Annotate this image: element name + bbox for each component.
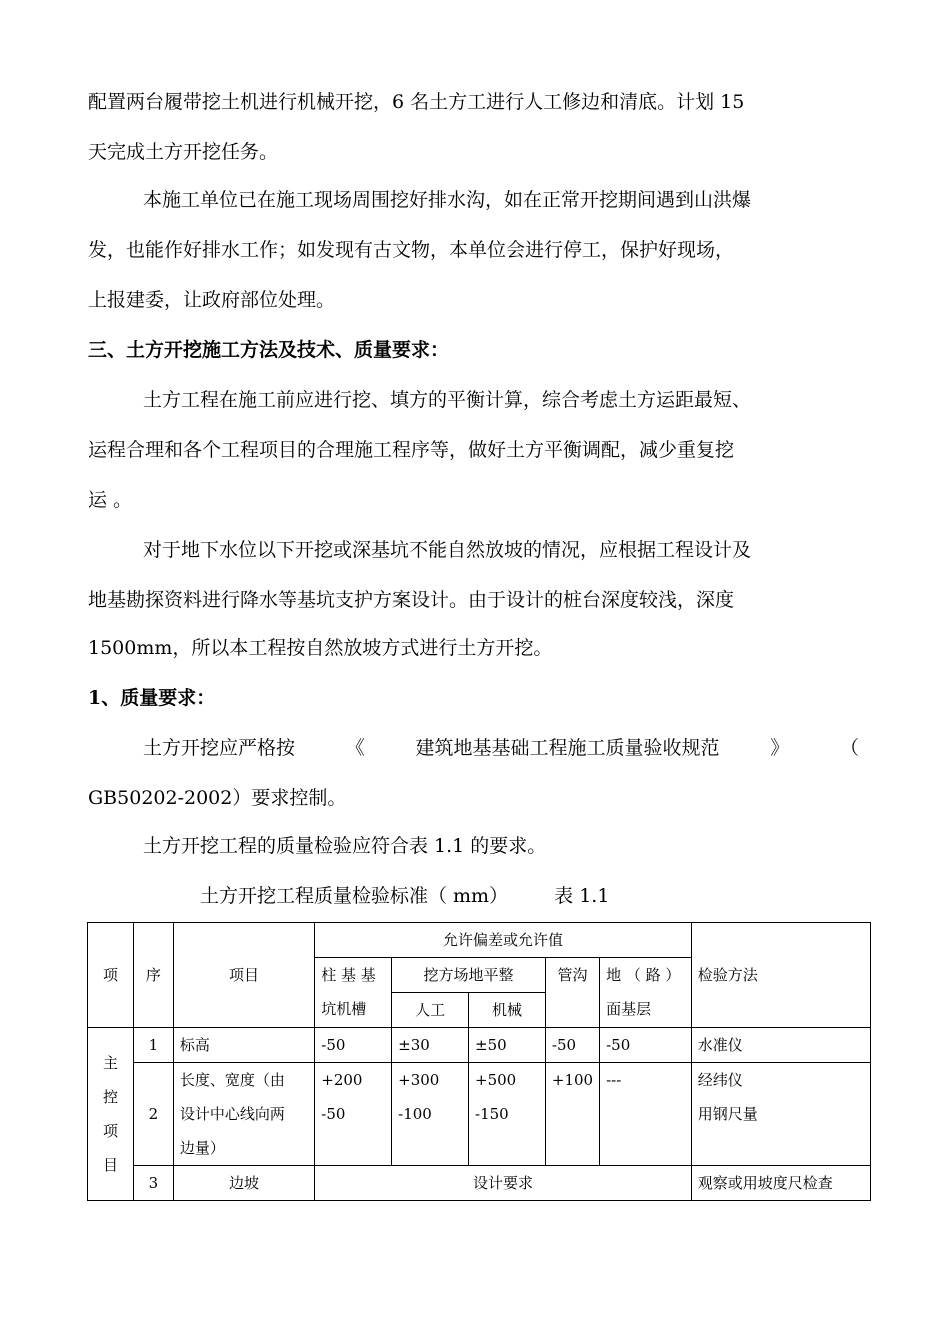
cell-manual: ±30 — [392, 1028, 469, 1063]
table-caption-label: 表 1.1 — [554, 885, 610, 907]
header-seq: 序 — [133, 923, 173, 1028]
paragraph-line: 土方工程在施工前应进行挖、填方的平衡计算，综合考虑土方运距最短、 — [143, 389, 752, 411]
cell-method: 观察或用坡度尺检查 — [691, 1166, 870, 1201]
header-pile-pit-line: 坑机槽 — [321, 1000, 367, 1018]
paragraph-line: 运 。 — [88, 489, 133, 511]
cell-line: -100 — [398, 1105, 432, 1123]
text-segment: 》 — [770, 737, 790, 759]
cell-ditch: -50 — [545, 1028, 599, 1063]
table-caption — [200, 884, 609, 908]
cell-line: -50 — [321, 1105, 346, 1123]
cell-ground: -50 — [600, 1028, 692, 1063]
header-ground — [600, 958, 692, 1028]
header-pile-pit-line: 柱 基 基 — [321, 966, 376, 984]
header-item: 项 — [88, 923, 134, 1028]
paragraph-line: 配置两台履带挖土机进行机械开挖，6 名土方工进行人工修边和清底。计划 15 — [88, 91, 745, 113]
cell-pile — [315, 1063, 392, 1166]
cell-seq: 3 — [133, 1166, 173, 1201]
cell-seq: 1 — [133, 1028, 173, 1063]
cell-project-line: 长度、宽度（由 — [179, 1071, 285, 1089]
paragraph-line: 运程合理和各个工程项目的合理施工程序等，做好土方平衡调配，减少重复挖 — [88, 439, 735, 461]
header-pile-pit — [315, 958, 392, 1028]
table-header-row — [88, 923, 871, 958]
subsection-heading: 1、质量要求： — [88, 687, 216, 709]
cell-line: -150 — [475, 1105, 509, 1123]
cell-method — [691, 1063, 870, 1166]
header-method: 检验方法 — [691, 923, 870, 1028]
group-label-cell — [88, 1028, 134, 1201]
cell-project: 边坡 — [173, 1166, 314, 1201]
paragraph-line: 上报建委，让政府部位处理。 — [88, 289, 336, 311]
paragraph-line: GB50202-2002）要求控制。 — [88, 787, 347, 809]
header-site-level: 挖方场地平整 — [392, 958, 546, 993]
cell-project — [173, 1063, 314, 1166]
paragraph-line-justified — [143, 736, 859, 760]
group-label-char: 控 — [102, 1088, 118, 1106]
cell-machine: ±50 — [469, 1028, 546, 1063]
table-row — [88, 1063, 871, 1166]
cell-line: 经纬仪 — [697, 1071, 743, 1089]
group-label-char: 目 — [102, 1156, 118, 1174]
cell-ground: --- — [600, 1063, 692, 1166]
cell-seq: 2 — [133, 1063, 173, 1166]
paragraph-line: 本施工单位已在施工现场周围挖好排水沟，如在正常开挖期间遇到山洪爆 — [143, 189, 752, 211]
section-heading: 三、土方开挖施工方法及技术、质量要求： — [88, 339, 450, 361]
text-segment: 土方开挖应严格按 — [143, 737, 296, 759]
paragraph-line: 发，也能作好排水工作；如发现有古文物，本单位会进行停工，保护好现场， — [88, 239, 735, 261]
cell-project-line: 边量） — [179, 1139, 225, 1157]
cell-method: 水准仪 — [691, 1028, 870, 1063]
cell-line: 用钢尺量 — [697, 1105, 758, 1123]
table-row — [88, 1028, 871, 1063]
header-manual: 人工 — [392, 993, 469, 1028]
cell-line: +300 — [398, 1071, 440, 1089]
cell-ditch: +100 — [545, 1063, 599, 1166]
table-row — [88, 1166, 871, 1201]
header-ground-line: 面基层 — [606, 1000, 652, 1018]
cell-machine — [469, 1063, 546, 1166]
header-ditch: 管沟 — [545, 958, 599, 1028]
header-machine: 机械 — [469, 993, 546, 1028]
cell-line: +200 — [321, 1071, 363, 1089]
paragraph-line: 1500mm，所以本工程按自然放坡方式进行土方开挖。 — [88, 637, 553, 659]
paragraph-line: 对于地下水位以下开挖或深基坑不能自然放坡的情况，应根据工程设计及 — [143, 539, 752, 561]
cell-line: +500 — [475, 1071, 517, 1089]
group-label-char: 项 — [102, 1122, 118, 1140]
text-segment: 建筑地基基础工程施工质量验收规范 — [415, 737, 720, 759]
cell-manual — [392, 1063, 469, 1166]
header-allowed: 允许偏差或允许值 — [315, 923, 692, 958]
table-caption-title: 土方开挖工程质量检验标准（ mm） — [200, 885, 509, 907]
cell-pile: -50 — [315, 1028, 392, 1063]
text-segment: （ — [839, 737, 859, 759]
paragraph-line: 土方开挖工程的质量检验应符合表 1.1 的要求。 — [143, 835, 547, 857]
quality-standard-table — [87, 922, 871, 1201]
cell-project-line: 设计中心线向两 — [179, 1105, 285, 1123]
paragraph-line: 地基勘探资料进行降水等基坑支护方案设计。由于设计的桩台深度较浅，深度 — [88, 589, 735, 611]
text-segment: 《 — [345, 737, 365, 759]
cell-project: 标高 — [173, 1028, 314, 1063]
header-ground-line: 地 （ 路 ） — [606, 966, 681, 984]
group-label-char: 主 — [102, 1054, 118, 1072]
cell-requirement: 设计要求 — [315, 1166, 692, 1201]
header-project: 项目 — [173, 923, 314, 1028]
paragraph-line: 天完成土方开挖任务。 — [88, 141, 279, 163]
